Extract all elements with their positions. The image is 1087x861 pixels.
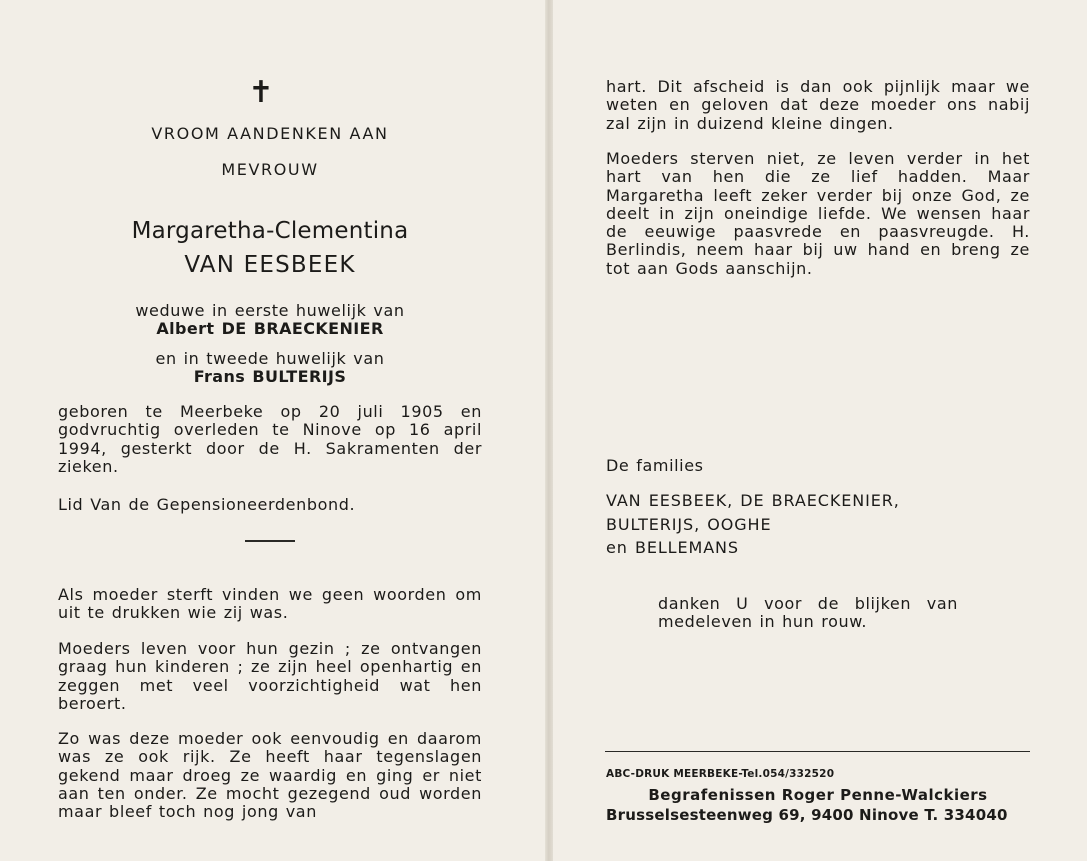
funeral-home-name: Begrafenissen Roger Penne-Walckiers [648,786,988,804]
heading-in-memory: VROOM AANDENKEN AAN [151,124,389,143]
poem-paragraph-5: Moeders sterven niet, ze leven verder in het hart van hen die ze lief hadden. Maar Margaretha leeft zeker verder bij onze God, ze deelt in zijn oneindige liefde. We wensen haar de eeuwige paasvrede en paasvreugde. H. Berlindis, neem haar bij uw hand en breng ze tot aan Gods aanschijn. [606,149,1030,278]
footer-rule [605,751,1030,752]
thanks-text: danken U voor de blijken van medeleven in hun rouw. [658,594,958,632]
poem-paragraph-4: hart. Dit afscheid is dan ook pijnlijk maar we weten en geloven dat deze moeder ons nabij zal zijn in duizend kleine dingen. [606,77,1030,133]
funeral-home-address: Brusselsesteenweg 69, 9400 Ninove T. 334040 [606,806,1008,824]
families-intro: De families [606,456,704,475]
families-line-3: en BELLEMANS [606,538,739,557]
poem-paragraph-1: Als moeder sterft vinden we geen woorden om uit te drukken wie zij was. [58,585,482,623]
first-marriage-text: weduwe in eerste huwelijk van [135,301,405,320]
card-fold [545,0,553,861]
first-spouse-name: Albert DE BRAECKENIER [156,319,384,338]
birth-death-paragraph: geboren te Meerbeke op 20 juli 1905 en godvruchtig overleden te Ninove op 16 april 1994, gesterkt door de H. Sakramenten der zieken. [58,402,482,476]
poem-paragraph-3: Zo was deze moeder ook eenvoudig en daarom was ze ook rijk. Ze heeft haar tegenslagen gekend maar droeg ze waardig en ging er niet aan ten onder. Ze mocht gezegend oud worden maar bleef toch nog jong van [58,729,482,822]
printer-line: ABC-DRUK MEERBEKE-Tel.054/332520 [606,768,835,780]
deceased-first-name: Margaretha-Clementina [131,218,409,244]
divider [245,540,295,542]
families-line-2: BULTERIJS, OOGHE [606,515,772,534]
families-line-1: VAN EESBEEK, DE BRAECKENIER, [606,491,900,510]
poem-paragraph-2: Moeders leven voor hun gezin ; ze ontvangen graag hun kinderen ; ze zijn heel openhartig en zeggen met veel voorzichtigheid wat hen beroert. [58,639,482,713]
deceased-last-name: VAN EESBEEK [184,252,356,278]
membership-text: Lid Van de Gepensioneerdenbond. [58,495,356,514]
second-spouse-name: Frans BULTERIJS [193,367,347,386]
right-page [553,0,1087,861]
cross-icon: ✝ [248,75,274,110]
second-marriage-text: en in tweede huwelijk van [155,349,385,368]
heading-mevrouw: MEVROUW [221,160,319,179]
